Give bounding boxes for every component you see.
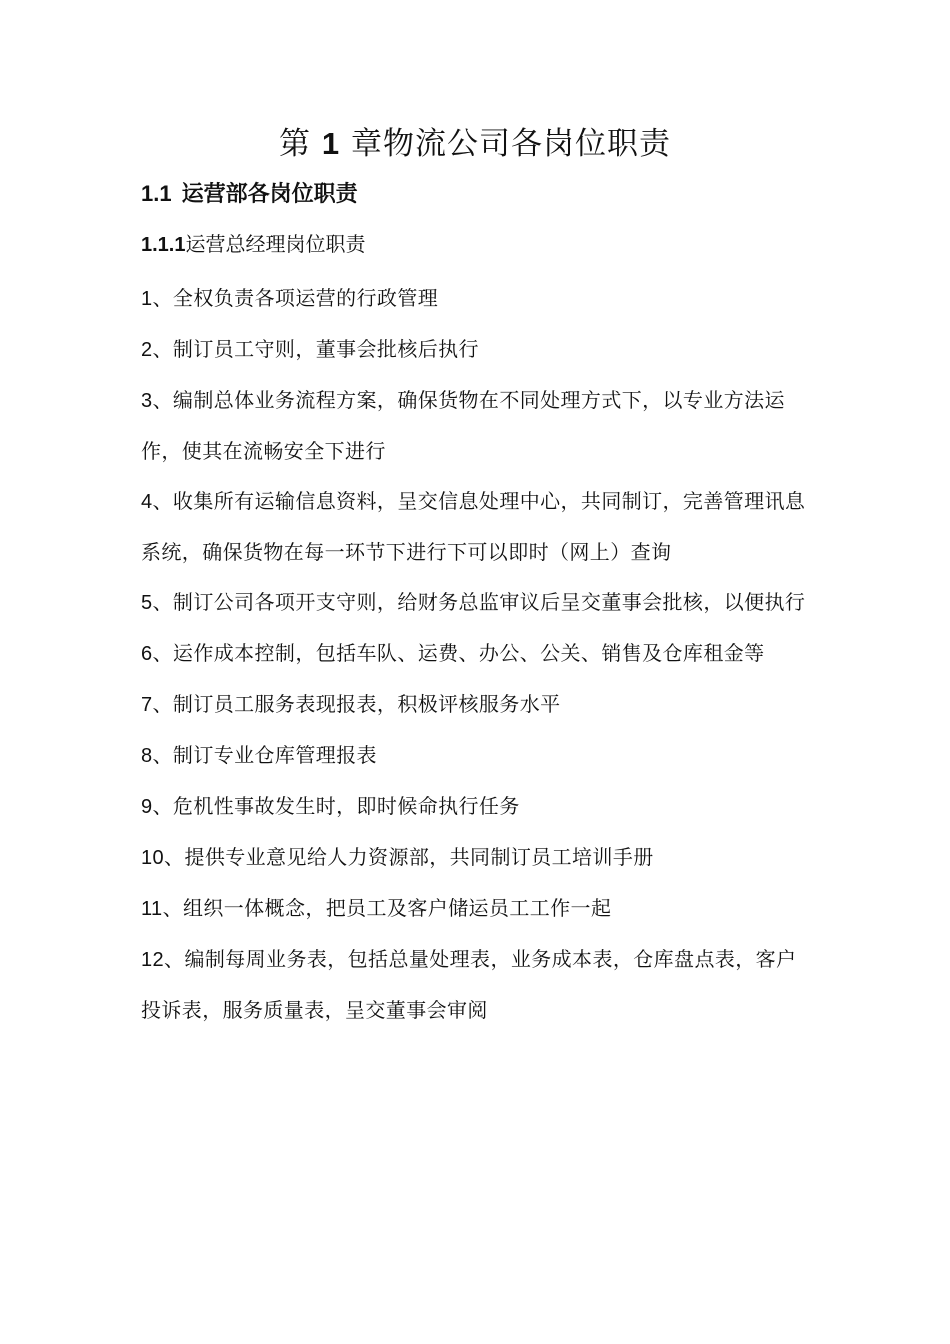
section-number: 1.1	[141, 181, 172, 206]
duty-number: 12	[141, 949, 165, 971]
chapter-title-text: 章物流公司各岗位职责	[350, 125, 671, 162]
duty-number: 6	[141, 643, 153, 665]
duty-number: 9	[141, 796, 153, 818]
chapter-title-prefix: 第	[279, 125, 312, 162]
duty-item-12	[141, 934, 813, 1035]
duty-number: 2	[141, 339, 153, 361]
duty-number: 3	[141, 390, 153, 412]
duty-number: 5	[141, 592, 153, 614]
duty-text: 、制订公司各项开支守则，给财务总监审议后呈交董事会批核，以便执行	[152, 590, 806, 614]
duty-text: 、编制总体业务流程方案，确保货物在不同处理方式下，以专业方法运作，使其在流畅安全下进行	[141, 388, 785, 463]
duty-text: 、危机性事故发生时，即时候命执行任务	[152, 794, 520, 818]
section-heading	[141, 178, 358, 211]
duty-item-6	[141, 628, 813, 679]
duty-item-7	[141, 679, 813, 730]
duty-item-10	[141, 832, 813, 883]
duty-text: 、提供专业意见给人力资源部，共同制订员工培训手册	[164, 845, 654, 869]
duty-item-5	[141, 577, 813, 628]
duty-number: 7	[141, 694, 153, 716]
duty-item-11	[141, 883, 813, 934]
duty-item-1	[141, 273, 813, 324]
duty-item-9	[141, 781, 813, 832]
duty-number: 8	[141, 745, 153, 767]
duty-text: 、收集所有运输信息资料，呈交信息处理中心，共同制订，完善管理讯息系统，确保货物在每一环节下进行下可以即时（网上）查询	[141, 489, 806, 564]
duty-text: 、制订员工守则，董事会批核后执行	[152, 337, 479, 361]
duty-number: 10	[141, 847, 165, 869]
duty-item-4	[141, 476, 813, 577]
duty-item-3	[141, 375, 813, 476]
duty-text: 、制订专业仓库管理报表	[152, 743, 377, 767]
subsection-title: 运营总经理岗位职责	[185, 232, 366, 256]
duty-item-8	[141, 730, 813, 781]
duty-item-2	[141, 324, 813, 375]
duty-number: 4	[141, 491, 153, 513]
duty-number: 1	[141, 288, 153, 310]
subsection-heading	[141, 229, 365, 260]
section-title: 运营部各岗位职责	[181, 182, 358, 207]
duty-number: 11	[141, 898, 163, 920]
duty-text: 、运作成本控制，包括车队、运费、办公、公关、销售及仓库租金等	[152, 641, 765, 665]
duty-text: 、全权负责各项运营的行政管理	[152, 286, 439, 310]
duty-text: 、组织一体概念，把员工及客户储运员工工作一起	[162, 896, 612, 920]
duty-list	[141, 273, 813, 1035]
duty-text: 、制订员工服务表现报表，积极评核服务水平	[152, 692, 561, 716]
chapter-title	[0, 122, 950, 166]
duty-text: 、编制每周业务表，包括总量处理表，业务成本表，仓库盘点表，客户投诉表，服务质量表，呈交董事会审阅	[141, 947, 797, 1022]
chapter-number: 1	[321, 125, 341, 161]
subsection-number: 1.1.1	[141, 234, 186, 256]
